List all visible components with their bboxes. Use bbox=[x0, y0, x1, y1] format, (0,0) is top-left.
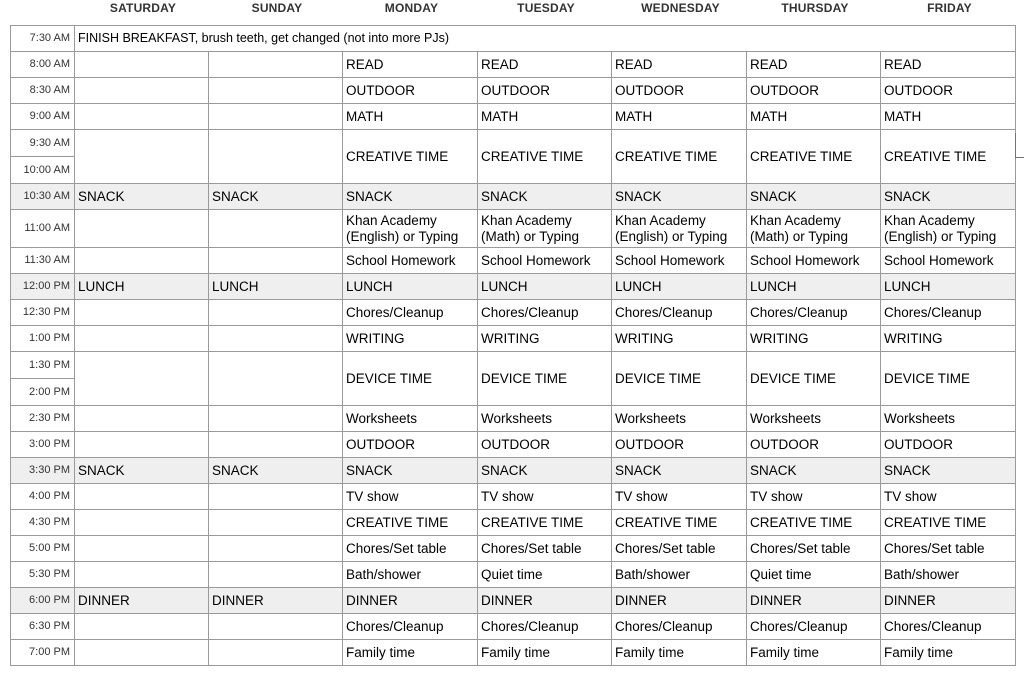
schedule-row bbox=[11, 432, 1016, 458]
activity-cell-thursday: OUTDOOR bbox=[747, 78, 881, 104]
activity-cell-saturday bbox=[75, 248, 209, 274]
activity-cell-saturday bbox=[75, 104, 209, 130]
activity-cell-monday: OUTDOOR bbox=[343, 432, 478, 458]
schedule-row bbox=[11, 104, 1016, 130]
activity-cell-thursday bbox=[747, 210, 881, 248]
schedule-row bbox=[11, 458, 1016, 484]
activity-cell-thursday: READ bbox=[747, 52, 881, 78]
time-cell: 12:00 PM bbox=[11, 274, 75, 300]
time-cell: 11:00 AM bbox=[11, 210, 75, 248]
time-cell: 1:00 PM bbox=[11, 326, 75, 352]
activity-cell-saturday bbox=[75, 52, 209, 78]
time-cell: 9:00 AM bbox=[11, 104, 75, 130]
activity-cell-sunday bbox=[209, 130, 343, 184]
time-cell: 5:30 PM bbox=[11, 562, 75, 588]
activity-cell-monday: LUNCH bbox=[343, 274, 478, 300]
activity-cell-friday: READ bbox=[881, 52, 1016, 78]
time-label: 9:30 AM bbox=[29, 137, 70, 149]
activity-cell-monday: READ bbox=[343, 52, 478, 78]
time-cell: 3:30 PM bbox=[11, 458, 75, 484]
time-cell: 3:00 PM bbox=[11, 432, 75, 458]
schedule-row bbox=[11, 484, 1016, 510]
activity-cell-thursday: WRITING bbox=[747, 326, 881, 352]
activity-cell-tuesday bbox=[478, 210, 612, 248]
activity-cell-thursday: OUTDOOR bbox=[747, 432, 881, 458]
activity-cell-saturday: SNACK bbox=[75, 184, 209, 210]
activity-cell-monday: Family time bbox=[343, 640, 478, 666]
activity-cell-tuesday: OUTDOOR bbox=[478, 78, 612, 104]
activity-cell-thursday: Chores/Cleanup bbox=[747, 614, 881, 640]
activity-cell-saturday bbox=[75, 562, 209, 588]
day-header-sunday: SUNDAY bbox=[251, 1, 303, 15]
time-cell bbox=[11, 130, 75, 184]
activity-cell-tuesday: Worksheets bbox=[478, 406, 612, 432]
activity-cell-tuesday: Chores/Cleanup bbox=[478, 614, 612, 640]
schedule-row bbox=[11, 300, 1016, 326]
activity-cell-thursday: Family time bbox=[747, 640, 881, 666]
activity-cell-saturday bbox=[75, 640, 209, 666]
activity-cell-sunday: DINNER bbox=[209, 588, 343, 614]
activity-cell-thursday: DINNER bbox=[747, 588, 881, 614]
schedule-row bbox=[11, 640, 1016, 666]
activity-cell-wednesday bbox=[612, 210, 747, 248]
activity-cell-thursday: SNACK bbox=[747, 458, 881, 484]
day-header-wednesday: WEDNESDAY bbox=[641, 1, 720, 15]
activity-line: (Math) or Typing bbox=[750, 228, 849, 244]
activity-cell-sunday bbox=[209, 326, 343, 352]
top-row bbox=[11, 26, 1016, 52]
activity-cell-thursday: Chores/Cleanup bbox=[747, 300, 881, 326]
activity-cell-saturday bbox=[75, 130, 209, 184]
activity-cell-sunday bbox=[209, 300, 343, 326]
activity-cell-monday: Bath/shower bbox=[343, 562, 478, 588]
activity-cell-friday: School Homework bbox=[881, 248, 1016, 274]
activity-cell-monday bbox=[343, 210, 478, 248]
activity-cell-friday: OUTDOOR bbox=[881, 78, 1016, 104]
activity-cell-wednesday: School Homework bbox=[612, 248, 747, 274]
activity-cell-tuesday: School Homework bbox=[478, 248, 612, 274]
activity-cell-wednesday: SNACK bbox=[612, 458, 747, 484]
activity-cell-sunday bbox=[209, 640, 343, 666]
schedule-row bbox=[11, 588, 1016, 614]
activity-line: (English) or Typing bbox=[346, 228, 459, 244]
activity-cell-sunday bbox=[209, 484, 343, 510]
day-header-friday: FRIDAY bbox=[927, 1, 972, 15]
activity-cell-wednesday: OUTDOOR bbox=[612, 432, 747, 458]
activity-cell-friday: SNACK bbox=[881, 184, 1016, 210]
time-cell: 8:30 AM bbox=[11, 78, 75, 104]
activity-cell-sunday bbox=[209, 432, 343, 458]
activity-cell-friday: Family time bbox=[881, 640, 1016, 666]
schedule-row bbox=[11, 510, 1016, 536]
day-header-tuesday: TUESDAY bbox=[517, 1, 575, 15]
activity-cell-friday: Chores/Set table bbox=[881, 536, 1016, 562]
activity-cell-saturday: SNACK bbox=[75, 458, 209, 484]
activity-cell-monday: MATH bbox=[343, 104, 478, 130]
time-label: 1:30 PM bbox=[29, 359, 70, 371]
activity-cell-friday: Worksheets bbox=[881, 406, 1016, 432]
activity-cell-saturday bbox=[75, 432, 209, 458]
schedule-row bbox=[11, 614, 1016, 640]
activity-cell-monday: Worksheets bbox=[343, 406, 478, 432]
time-cell: 2:30 PM bbox=[11, 406, 75, 432]
activity-cell-tuesday: SNACK bbox=[478, 184, 612, 210]
activity-cell-saturday: DINNER bbox=[75, 588, 209, 614]
day-header-saturday: SATURDAY bbox=[109, 1, 177, 15]
activity-cell-wednesday: OUTDOOR bbox=[612, 78, 747, 104]
schedule-row bbox=[11, 326, 1016, 352]
activity-cell-wednesday: Worksheets bbox=[612, 406, 747, 432]
cell-selection-edge bbox=[1015, 133, 1024, 158]
activity-line: Khan Academy bbox=[615, 213, 706, 228]
activity-cell-friday: DINNER bbox=[881, 588, 1016, 614]
activity-cell-tuesday: READ bbox=[478, 52, 612, 78]
activity-cell-friday: DEVICE TIME bbox=[881, 352, 1016, 406]
activity-cell-saturday bbox=[75, 78, 209, 104]
activity-cell-tuesday: SNACK bbox=[478, 458, 612, 484]
activity-cell-friday: CREATIVE TIME bbox=[881, 510, 1016, 536]
activity-cell-friday: TV show bbox=[881, 484, 1016, 510]
activity-cell-friday: WRITING bbox=[881, 326, 1016, 352]
activity-cell-monday: OUTDOOR bbox=[343, 78, 478, 104]
time-cell: 4:00 PM bbox=[11, 484, 75, 510]
time-cell: 7:30 AM bbox=[11, 26, 75, 52]
activity-cell-monday: SNACK bbox=[343, 458, 478, 484]
activity-cell-thursday: DEVICE TIME bbox=[747, 352, 881, 406]
activity-cell-wednesday: SNACK bbox=[612, 184, 747, 210]
activity-cell-wednesday: WRITING bbox=[612, 326, 747, 352]
activity-cell-friday: LUNCH bbox=[881, 274, 1016, 300]
activity-cell-tuesday: Chores/Set table bbox=[478, 536, 612, 562]
activity-line: Khan Academy bbox=[884, 213, 975, 228]
activity-cell-wednesday: Chores/Cleanup bbox=[612, 300, 747, 326]
activity-cell-tuesday: LUNCH bbox=[478, 274, 612, 300]
activity-cell-friday bbox=[881, 210, 1016, 248]
schedule-row bbox=[11, 406, 1016, 432]
schedule-row bbox=[11, 130, 1016, 184]
activity-cell-monday: TV show bbox=[343, 484, 478, 510]
activity-cell-thursday: TV show bbox=[747, 484, 881, 510]
activity-cell-wednesday: DEVICE TIME bbox=[612, 352, 747, 406]
activity-cell-tuesday: CREATIVE TIME bbox=[478, 130, 612, 184]
schedule-row bbox=[11, 78, 1016, 104]
activity-cell-saturday bbox=[75, 484, 209, 510]
activity-cell-monday: Chores/Cleanup bbox=[343, 614, 478, 640]
activity-cell-tuesday: OUTDOOR bbox=[478, 432, 612, 458]
schedule-row bbox=[11, 184, 1016, 210]
activity-cell-sunday: LUNCH bbox=[209, 274, 343, 300]
activity-line: (English) or Typing bbox=[615, 228, 728, 244]
activity-cell-saturday bbox=[75, 614, 209, 640]
activity-cell-sunday bbox=[209, 210, 343, 248]
activity-cell-sunday bbox=[209, 104, 343, 130]
activity-cell-monday: Chores/Set table bbox=[343, 536, 478, 562]
activity-cell-sunday: SNACK bbox=[209, 458, 343, 484]
activity-cell-thursday: LUNCH bbox=[747, 274, 881, 300]
activity-cell-sunday bbox=[209, 406, 343, 432]
activity-cell-saturday bbox=[75, 406, 209, 432]
activity-cell-saturday bbox=[75, 300, 209, 326]
activity-cell-wednesday: Bath/shower bbox=[612, 562, 747, 588]
activity-cell-monday: DINNER bbox=[343, 588, 478, 614]
activity-cell-tuesday: DINNER bbox=[478, 588, 612, 614]
activity-cell-saturday bbox=[75, 210, 209, 248]
activity-cell-wednesday: Chores/Set table bbox=[612, 536, 747, 562]
time-cell: 12:30 PM bbox=[11, 300, 75, 326]
activity-cell-thursday: School Homework bbox=[747, 248, 881, 274]
activity-cell-thursday: Chores/Set table bbox=[747, 536, 881, 562]
schedule-row bbox=[11, 52, 1016, 78]
activity-line: Khan Academy bbox=[750, 213, 841, 228]
activity-cell-monday: CREATIVE TIME bbox=[343, 130, 478, 184]
activity-cell-sunday bbox=[209, 510, 343, 536]
activity-cell-friday: MATH bbox=[881, 104, 1016, 130]
activity-cell-tuesday: CREATIVE TIME bbox=[478, 510, 612, 536]
schedule-table bbox=[10, 25, 1016, 666]
activity-line: Khan Academy bbox=[346, 213, 437, 228]
activity-cell-sunday bbox=[209, 562, 343, 588]
activity-cell-saturday: LUNCH bbox=[75, 274, 209, 300]
activity-cell-thursday: Worksheets bbox=[747, 406, 881, 432]
day-header-thursday: THURSDAY bbox=[781, 1, 849, 15]
day-header-monday: MONDAY bbox=[384, 1, 439, 15]
activity-cell-wednesday: Chores/Cleanup bbox=[612, 614, 747, 640]
activity-cell-friday: CREATIVE TIME bbox=[881, 130, 1016, 184]
activity-cell-sunday bbox=[209, 248, 343, 274]
activity-cell-wednesday: TV show bbox=[612, 484, 747, 510]
activity-line: (English) or Typing bbox=[884, 228, 997, 244]
schedule-row bbox=[11, 352, 1016, 406]
activity-line: Khan Academy bbox=[481, 213, 572, 228]
activity-cell-thursday: Quiet time bbox=[747, 562, 881, 588]
time-cell: 8:00 AM bbox=[11, 52, 75, 78]
activity-cell-friday: Chores/Cleanup bbox=[881, 614, 1016, 640]
time-cell bbox=[11, 352, 75, 406]
time-cell: 5:00 PM bbox=[11, 536, 75, 562]
activity-cell-wednesday: LUNCH bbox=[612, 274, 747, 300]
activity-cell-saturday bbox=[75, 326, 209, 352]
time-cell: 7:00 PM bbox=[11, 640, 75, 666]
activity-cell-tuesday: Quiet time bbox=[478, 562, 612, 588]
activity-cell-sunday bbox=[209, 78, 343, 104]
time-cell: 6:00 PM bbox=[11, 588, 75, 614]
schedule-row bbox=[11, 248, 1016, 274]
activity-cell-saturday bbox=[75, 510, 209, 536]
activity-cell-sunday bbox=[209, 52, 343, 78]
activity-cell-friday: Bath/shower bbox=[881, 562, 1016, 588]
time-cell: 10:30 AM bbox=[11, 184, 75, 210]
schedule-row bbox=[11, 274, 1016, 300]
activity-cell-wednesday: READ bbox=[612, 52, 747, 78]
activity-cell-thursday: MATH bbox=[747, 104, 881, 130]
activity-cell-friday: OUTDOOR bbox=[881, 432, 1016, 458]
activity-cell-wednesday: MATH bbox=[612, 104, 747, 130]
time-label: 10:00 AM bbox=[11, 156, 74, 183]
activity-cell-friday: Chores/Cleanup bbox=[881, 300, 1016, 326]
activity-cell-tuesday: DEVICE TIME bbox=[478, 352, 612, 406]
time-label: 2:00 PM bbox=[11, 378, 74, 405]
activity-cell-saturday bbox=[75, 536, 209, 562]
activity-cell-thursday: CREATIVE TIME bbox=[747, 510, 881, 536]
activity-cell-sunday bbox=[209, 536, 343, 562]
schedule-row bbox=[11, 562, 1016, 588]
time-cell: 4:30 PM bbox=[11, 510, 75, 536]
activity-cell-monday: WRITING bbox=[343, 326, 478, 352]
activity-cell-sunday: SNACK bbox=[209, 184, 343, 210]
activity-cell-friday: SNACK bbox=[881, 458, 1016, 484]
activity-cell-wednesday: CREATIVE TIME bbox=[612, 130, 747, 184]
schedule-row bbox=[11, 536, 1016, 562]
activity-cell-monday: Chores/Cleanup bbox=[343, 300, 478, 326]
activity-cell-monday: SNACK bbox=[343, 184, 478, 210]
time-cell: 11:30 AM bbox=[11, 248, 75, 274]
activity-cell-wednesday: Family time bbox=[612, 640, 747, 666]
time-cell: 6:30 PM bbox=[11, 614, 75, 640]
activity-cell-monday: CREATIVE TIME bbox=[343, 510, 478, 536]
schedule-row bbox=[11, 210, 1016, 248]
activity-cell-saturday bbox=[75, 352, 209, 406]
activity-cell-wednesday: DINNER bbox=[612, 588, 747, 614]
activity-cell-monday: School Homework bbox=[343, 248, 478, 274]
activity-cell-tuesday: Chores/Cleanup bbox=[478, 300, 612, 326]
activity-cell-thursday: SNACK bbox=[747, 184, 881, 210]
activity-cell-tuesday: TV show bbox=[478, 484, 612, 510]
activity-cell-monday: DEVICE TIME bbox=[343, 352, 478, 406]
activity-cell-wednesday: CREATIVE TIME bbox=[612, 510, 747, 536]
activity-cell-sunday bbox=[209, 614, 343, 640]
activity-cell-tuesday: MATH bbox=[478, 104, 612, 130]
activity-cell-sunday bbox=[209, 352, 343, 406]
activity-cell-thursday: CREATIVE TIME bbox=[747, 130, 881, 184]
morning-routine-note: FINISH BREAKFAST, brush teeth, get changed (not into more PJs) bbox=[75, 26, 1016, 52]
activity-cell-tuesday: Family time bbox=[478, 640, 612, 666]
activity-cell-tuesday: WRITING bbox=[478, 326, 612, 352]
activity-line: (Math) or Typing bbox=[481, 228, 580, 244]
